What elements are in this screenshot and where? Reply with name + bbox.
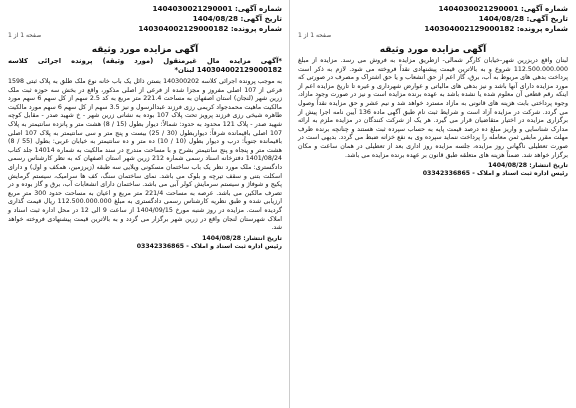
page-label: صفحه 1 از 1 [8, 32, 42, 39]
notice-header [298, 4, 568, 34]
notice-footer [8, 235, 282, 251]
notice-number: شماره آگهی: 1404030021290001 [438, 4, 568, 13]
office-signature: رئیس اداره ثبت اسناد و املاک - 03342336865 [422, 170, 568, 178]
page-label: صفحه 1 از 1 [298, 32, 332, 39]
notice-body: به موجب پرونده اجرائی کلاسه 140300202 بستن ذائل یک باب خانه نوع ملک طلق به پلاک ثبتی 1598 فرعی از 107 اصلی مفروز و مجزا شده از فرعی از اصلی مذکور، واقع در بخش سه حوزه ثبت ملک زرین شهر (لنجان) استان اصفهان به مساحت 221.4 متر مربع به کد 2.5 سهم از کل سهم 6 سهم مورد مالکیت ماهیت محمدجواد کریمی رزی فرزند عبدالرسول و نیز 3.5 سهم از کل سهم 6 سهم مورد مالکیت طاهره شیخی رزی فرزند پرویز تحت پلاک 107 بوده به نشانی زرین شهر - خ شهید صدر - مقابل کوچه شهید صدر - پلاک 121 محدود به حدود: شمالاً: دیوار بطول (15 / 8) هشت متر و پانزده سانتیمتر به پلاک 107 اصلی باقیمانده شرقاً: دیواربطول (30 / 25) بیست و پنج متر و سی سانتیمتر به پلاک 107 اصلی باقیمانده جنوباً: درب و دیوار بطول (10 / 10) ده متر و ده سانتیمتر به خیابان غربی: بطول (55 / 8) هشت متر و پنجاه و پنج سانتیمتر بشرح و با مساحت مندرج در سند مالکیت به شماره 14014 جلد کتاب 1401/08/24 دفترخانه اسناد رسمی شماره 212 زرین شهر استان اصفهان که به نظر کارشناس رسمی دادگستری: ملک مورد نظر یک باب ساختمان مسکونی ویلایی سه طبقه (زیرزمین، همکف و اول) و دارای اسکلت بتنی و سقف تیرچه و بلوک می باشد. نمای ساختمان سنگ، کف ها سرامیک، سیستم گرمایش پکیج و شوفاژ و سیستم سرمایش کولر آبی می باشد. ساختمان دارای انشعابات آب، برق و گاز بوده و در تصرف مالکین می باشد. عرصه به مساحت 221/4 متر مربع و اعیان به مساحت حدود 300 متر مربع ارزیابی شده و طبق نظریه کارشناس رسمی دادگستری به مبلغ 112.500.000.000 ریال قیمت گذاری گردیده است. مزایده در روز شنبه مورخ 1404/09/15 از ساعت 9 الی 12 در محل اداره ثبت اسناد و املاک شهرستان لنجان واقع در زرین شهر برگزار می گردد و به بالاترین قیمت پیشنهادی فروخته خواهد شد. [8, 78, 283, 232]
notice-date: تاریخ آگهی: 1404/08/28 [192, 14, 282, 23]
notice-subtitle: *آگهی مزایده مال غیرمنقول (مورد وثیقه) پرونده اجرائی کلاسه 140304002129000182 لبنان* [8, 57, 282, 74]
notice-header [8, 4, 282, 34]
publish-date: تاریخ انتشار: 1404/08/28 [202, 234, 282, 242]
office-signature: رئیس اداره ثبت اسناد و املاک - 03342336865 [136, 242, 282, 250]
notice-footer [298, 162, 568, 178]
notice-body: لبنان واقع دربزرین شهر-خیابان کارگر شمالی- ازطریق مزایده به فروش می رسد. مزایده از مبلغ 112.500.000.000 شروع و به بالاترین قیمت پیشنهادی نقداً فروخته می شود. لازم به ذکر است پرداخت بدهی های مربوط به آب، برق، گاز اعم از حق انشعاب و یا حق اشتراک و مصرف در صورتی که مورد مزایده دارای آنها باشد و نیز بدهی های مالیاتی و عوارض شهرداری و غیره تا تاریخ مزایده اعم از اینکه رقم قطعی آن معلوم شده یا نشده باشد به عهده برنده مزایده است و نیز در صورت وجود مازاد، وجوه پرداختی بابت هزینه های قانونی به مازاد مسترد خواهد شد و نیم عشر و حق مزایده نقداً وصول می گردد. شرکت در مزایده آزاد است و شرایط ثبت نام طبق آگهی ماده 136 آیین نامه اجرا پیش از برگزاری مزایده در اختیار متقاضیان قرار می گیرد. هر یک از شرکت کنندگان در مزایده ملزم به ارائه مدارک شناسایی و واریز مبلغ ده درصد قیمت پایه به حساب سپرده ثبت هستند و چنانچه برنده ظرف مهلت مقرر مابقی ثمن معامله را پرداخت ننماید سپرده وی به نفع خزانه ضبط می گردد. بدیهی است در صورت تعطیلی ناگهانی روز مزایده، جلسه مزایده روز اداری بعد از تعطیلی در همان ساعت و مکان برگزار خواهد شد. ضمناً هزینه های متعلقه طبق قانون بر عهده برنده مزایده می باشد. [298, 57, 569, 159]
notice-title: آگهی مزایده مورد وثیقه [379, 45, 487, 55]
notice-title: آگهی مزایده مورد وثیقه [91, 45, 199, 55]
case-number: شماره پرونده: 140304002129000182 [424, 24, 568, 33]
publish-date: تاریخ انتشار: 1404/08/28 [488, 162, 568, 170]
notice-date: تاریخ آگهی: 1404/08/28 [478, 14, 568, 23]
case-number: شماره پرونده: 140304002129000182 [138, 24, 282, 33]
notice-column-right [292, 0, 576, 408]
column-divider [289, 0, 290, 408]
notice-number: شماره آگهی: 1404030021290001 [152, 4, 282, 13]
